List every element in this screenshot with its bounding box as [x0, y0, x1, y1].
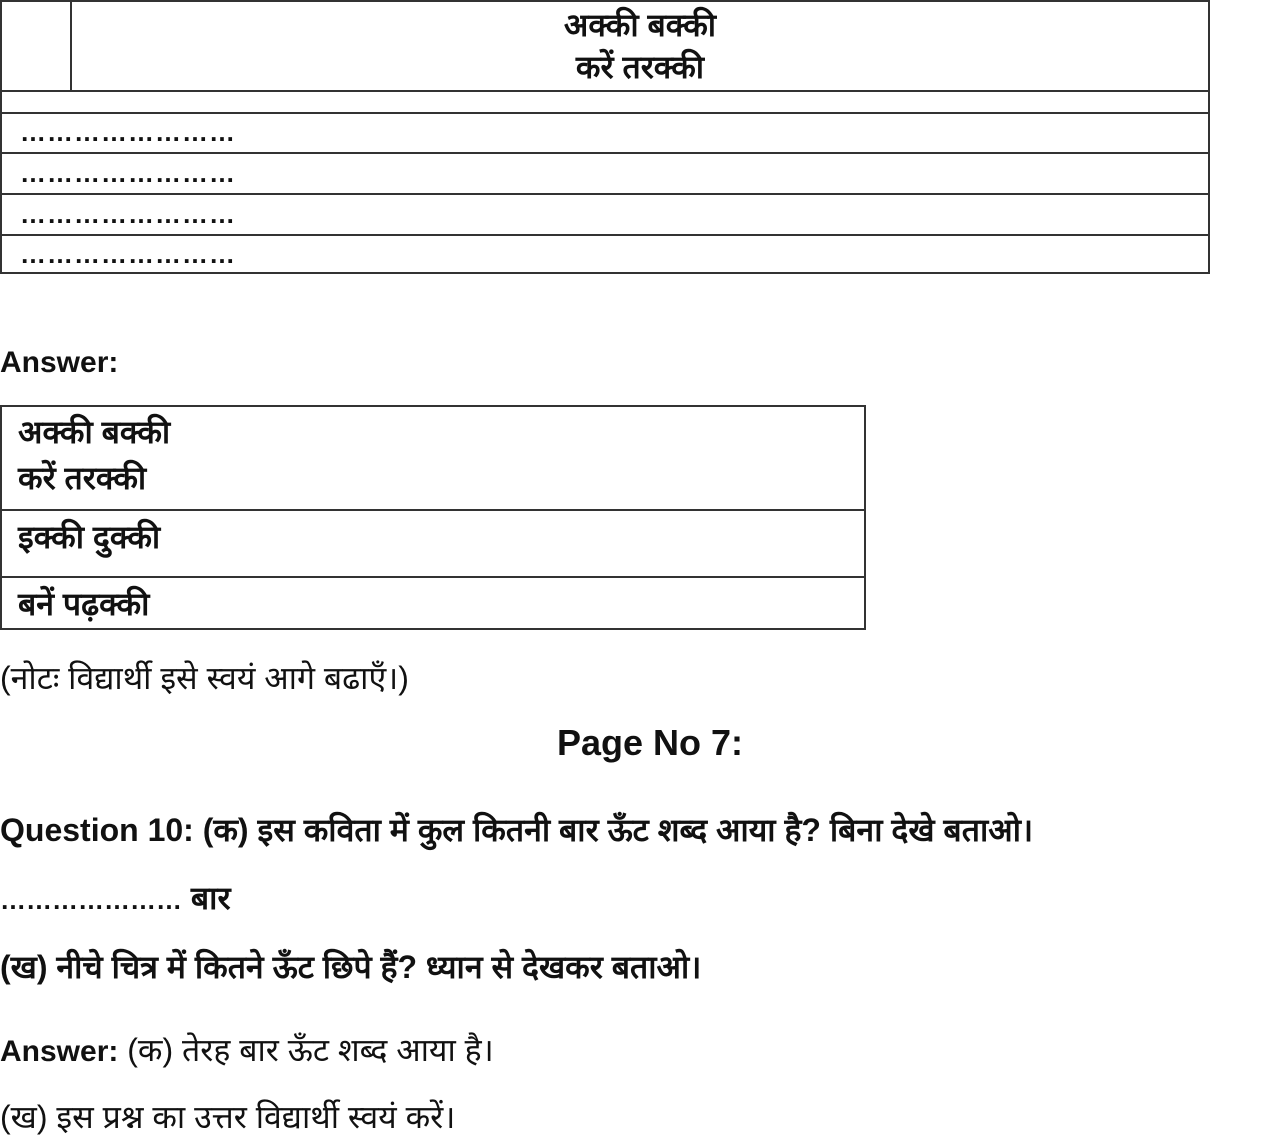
- blank-row[interactable]: [2, 195, 1208, 236]
- empty-row: [2, 92, 1208, 114]
- answer-line: बनें पढ़क्की: [18, 586, 150, 622]
- page-heading: Page No 7:: [556, 722, 744, 763]
- blank-dots: ……………………: [20, 158, 236, 188]
- answer-line: अक्की बक्की: [18, 414, 171, 450]
- answer-line: करें तरक्की: [18, 460, 147, 496]
- answer-row-text: [18, 409, 170, 501]
- question-blank-line: [0, 878, 231, 920]
- note-text: (नोटः विद्यार्थी इसे स्वयं आगे बढाएँ।): [0, 660, 409, 696]
- heading-text: [72, 4, 1208, 88]
- poem-template-table: [0, 0, 1210, 274]
- answer-row: [2, 578, 864, 630]
- blank-row[interactable]: [2, 114, 1208, 154]
- answer-2: [0, 1030, 494, 1072]
- blank-dots: ……………………: [20, 117, 236, 147]
- empty-cell: [2, 2, 72, 90]
- heading-line-2: करें तरक्की: [575, 49, 705, 85]
- answer-label: Answer:: [0, 346, 119, 379]
- answer-row: [2, 407, 864, 511]
- question-label: Question 10:: [0, 812, 194, 848]
- question-part-b: (ख) नीचे चित्र में कितने ऊँट छिपे हैं? ध्यान से देखकर बताओ।: [0, 949, 702, 985]
- blank-row[interactable]: [2, 236, 1208, 274]
- blank-dots: ……………………: [20, 199, 236, 229]
- blank-dots[interactable]: …………………: [0, 885, 182, 915]
- answer-part-a: (क) तेरह बार ऊँट शब्द आया है।: [127, 1032, 494, 1068]
- heading-row: [2, 2, 1208, 92]
- blank-row[interactable]: [2, 154, 1208, 195]
- blank-dots: ……………………: [20, 239, 236, 269]
- answer-table: [0, 405, 866, 630]
- blank-suffix: बार: [190, 880, 231, 916]
- question-part-a: (क) इस कविता में कुल कितनी बार ऊँट शब्द आया है? बिना देखे बताओ।: [202, 812, 1034, 848]
- answer-row: [2, 511, 864, 578]
- answer-line: इक्की दुक्की: [18, 519, 161, 555]
- answer-part-b: (ख) इस प्रश्न का उत्तर विद्यार्थी स्वयं करें।: [0, 1099, 456, 1135]
- heading-line-1: अक्की बक्की: [563, 7, 717, 43]
- question-10: [0, 810, 1033, 850]
- answer-label: Answer:: [0, 1035, 119, 1068]
